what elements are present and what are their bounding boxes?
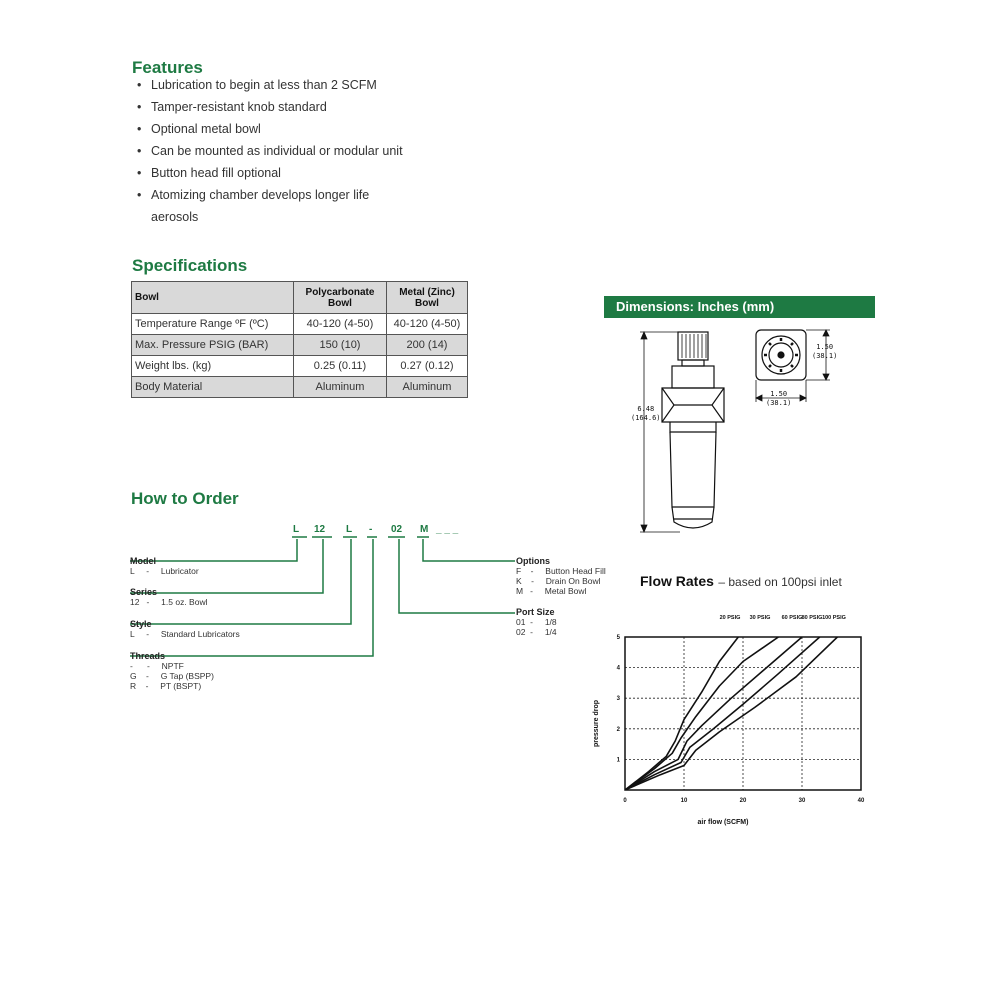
x-tick-label: 10 bbox=[680, 798, 688, 804]
list-item: • Button head fill optional bbox=[137, 166, 281, 180]
x-axis-label: air flow (SCFM) bbox=[697, 819, 749, 826]
bottom-width-value-mm: (38.1) bbox=[766, 399, 792, 407]
series-section bbox=[130, 587, 207, 607]
flow-rates-heading bbox=[640, 573, 842, 591]
code-series: 12 bbox=[314, 524, 326, 535]
threads-option: R - PT (BSPT) bbox=[130, 681, 202, 691]
threads-section bbox=[130, 651, 214, 691]
features-title: Features bbox=[132, 58, 203, 77]
style-section bbox=[130, 619, 240, 639]
series-label: 20 PSIG bbox=[719, 615, 741, 621]
series-label: 80 PSIG bbox=[801, 615, 823, 621]
table-row bbox=[132, 356, 468, 377]
x-tick-label: 20 bbox=[739, 798, 747, 804]
options-label: Options bbox=[516, 556, 550, 566]
table-header: Metal (Zinc) Bowl bbox=[387, 282, 468, 314]
bottom-width-label bbox=[766, 390, 791, 408]
model-option: L - Lubricator bbox=[130, 566, 199, 576]
table-cell: 40-120 (4-50) bbox=[387, 314, 468, 335]
dimensions-title: Dimensions: Inches (mm) bbox=[604, 296, 875, 318]
code-port: 02 bbox=[391, 524, 403, 535]
code-extra: _ _ _ bbox=[436, 524, 459, 535]
table-header: Bowl bbox=[132, 282, 294, 314]
y-tick-label: 5 bbox=[616, 635, 620, 641]
bottom-width-value: 1.50 bbox=[770, 390, 788, 398]
table-row bbox=[132, 377, 468, 398]
table-cell: 200 (14) bbox=[387, 335, 468, 356]
table-cell: 40-120 (4-50) bbox=[294, 314, 387, 335]
code-style: L bbox=[346, 524, 353, 535]
list-item: • Tamper-resistant knob standard bbox=[137, 100, 327, 114]
specifications-title: Specifications bbox=[132, 256, 248, 275]
code-options: M bbox=[420, 524, 429, 535]
style-label: Style bbox=[130, 619, 152, 629]
y-axis-label: pressure drop bbox=[593, 699, 600, 748]
table-row bbox=[132, 314, 468, 335]
code-threads: - bbox=[369, 524, 373, 535]
options-option: K - Drain On Bowl bbox=[516, 576, 601, 586]
table-cell: Max. Pressure PSIG (BAR) bbox=[132, 335, 294, 356]
y-tick-label: 4 bbox=[616, 665, 620, 672]
series-line bbox=[625, 637, 778, 790]
table-header: Polycarbonate Bowl bbox=[294, 282, 387, 314]
code-model: L bbox=[293, 524, 300, 535]
x-tick-label: 40 bbox=[857, 798, 865, 804]
lubricator-top-view bbox=[756, 330, 806, 380]
fill-cap bbox=[678, 332, 708, 360]
style-option: L - Standard Lubricators bbox=[130, 629, 240, 639]
specifications-table bbox=[131, 281, 468, 398]
port-size-option: 02 - 1/4 bbox=[516, 627, 557, 637]
list-item: • Can be mounted as individual or modular unit bbox=[137, 144, 403, 158]
series-label: 100 PSIG bbox=[822, 615, 846, 621]
flow-rates-subtitle: – based on 100psi inlet bbox=[718, 575, 842, 589]
y-tick-label: 2 bbox=[616, 726, 620, 733]
threads-option: - - NPTF bbox=[130, 661, 184, 671]
x-tick-label: 30 bbox=[798, 798, 806, 804]
model-section bbox=[130, 556, 199, 576]
options-section bbox=[516, 556, 606, 596]
list-item: • Atomizing chamber develops longer life bbox=[137, 188, 370, 202]
table-cell: 0.27 (0.12) bbox=[387, 356, 468, 377]
series-label: 60 PSIG bbox=[781, 615, 803, 621]
table-cell: 150 (10) bbox=[294, 335, 387, 356]
table-cell: Aluminum bbox=[387, 377, 468, 398]
model-label: Model bbox=[130, 556, 156, 566]
series-label: Series bbox=[130, 587, 158, 597]
series-label: 30 PSIG bbox=[749, 615, 771, 621]
table-cell: Weight lbs. (kg) bbox=[132, 356, 294, 377]
port-size-option: 01 - 1/8 bbox=[516, 617, 557, 627]
x-tick-label: 0 bbox=[623, 798, 627, 804]
flow-rates-title: Flow Rates bbox=[640, 573, 714, 589]
list-item: • Optional metal bowl bbox=[137, 122, 261, 136]
table-cell: Aluminum bbox=[294, 377, 387, 398]
table-cell: 0.25 (0.11) bbox=[294, 356, 387, 377]
side-width-value-mm: (38.1) bbox=[812, 352, 838, 360]
options-option: M - Metal Bowl bbox=[516, 586, 587, 596]
neck bbox=[672, 366, 714, 388]
y-tick-label: 3 bbox=[616, 696, 620, 703]
series-line bbox=[625, 637, 802, 790]
threads-option: G - G Tap (BSPP) bbox=[130, 671, 214, 681]
series-option: 12 - 1.5 oz. Bowl bbox=[130, 597, 208, 607]
how-to-order-title: How to Order bbox=[131, 489, 239, 508]
height-value-mm: (164.6) bbox=[631, 414, 661, 422]
table-cell: Body Material bbox=[132, 377, 294, 398]
threads-label: Threads bbox=[130, 651, 166, 661]
list-item: • Lubrication to begin at less than 2 SCFM bbox=[137, 78, 377, 92]
height-value: 6.48 bbox=[637, 405, 655, 413]
table-row bbox=[132, 335, 468, 356]
list-item-continuation: aerosols bbox=[151, 210, 199, 224]
options-option: F - Button Head Fill bbox=[516, 566, 606, 576]
height-dimension-label bbox=[631, 405, 661, 423]
port-size-section bbox=[516, 607, 557, 637]
lubricator-side-view bbox=[662, 332, 724, 528]
table-cell: Temperature Range ºF (ºC) bbox=[132, 314, 294, 335]
port-size-label: Port Size bbox=[516, 607, 555, 617]
flow-rate-chart bbox=[585, 605, 885, 840]
side-width-label bbox=[812, 343, 837, 361]
bowl bbox=[670, 432, 716, 507]
y-tick-label: 1 bbox=[616, 757, 620, 764]
features-list bbox=[137, 74, 403, 228]
side-width-value: 1.50 bbox=[816, 343, 834, 351]
